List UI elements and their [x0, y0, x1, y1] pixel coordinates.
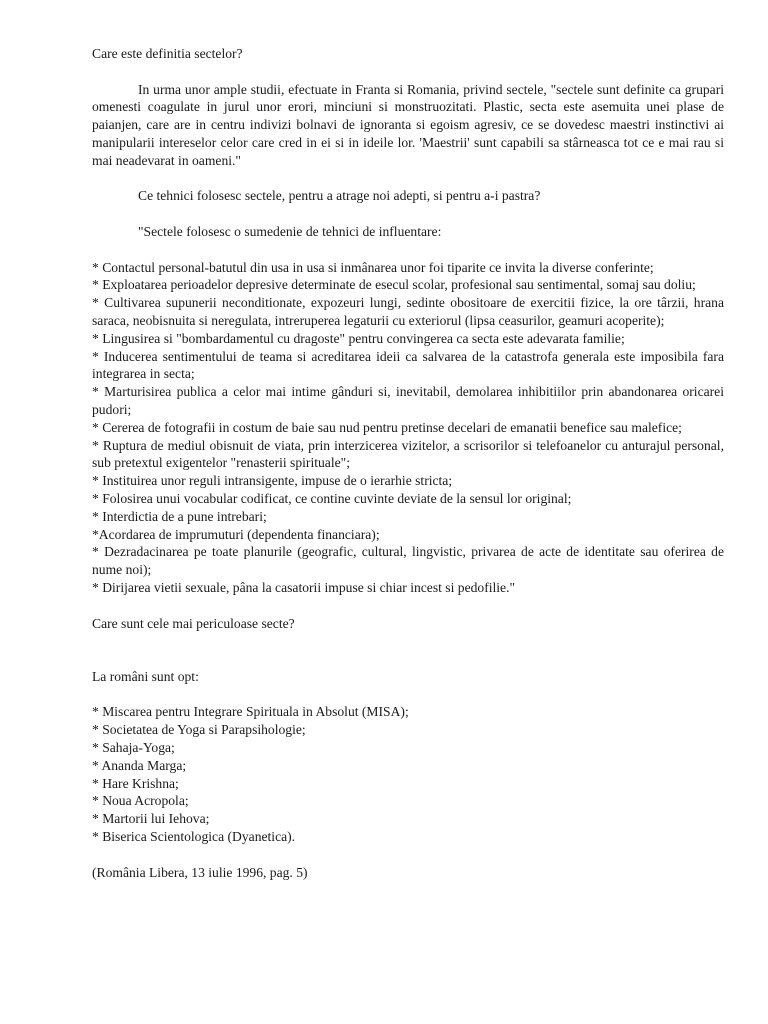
question-techniques: Ce tehnici folosesc sectele, pentru a atrage noi adepti, si pentru a-i pastra? — [138, 188, 541, 204]
question-definition: Care este definitia sectelor? — [92, 46, 243, 61]
list-item: * Marturisirea publica a celor mai intime gânduri si, inevitabil, demolarea inhibitiilor prin abandonarea oricarei pudori; — [92, 384, 724, 417]
list-item: * Exploatarea perioadelor depresive determinate de esecul scolar, profesional sau sentimental, somaj sau doliu; — [92, 277, 696, 293]
list-item: * Societatea de Yoga si Parapsihologie; — [92, 722, 306, 738]
list-item: * Dezradacinarea pe toate planurile (geografic, cultural, lingvistic, privarea de acte de identitate sau oferirea de nume noi); — [92, 544, 724, 578]
techniques-list — [92, 259, 724, 597]
list-item: * Biserica Scientologica (Dyanetica). — [92, 829, 296, 845]
list-item: *Acordarea de imprumuturi (dependenta financiara); — [92, 526, 380, 542]
list-item: * Instituirea unor reguli intransigente, impuse de o ierarhie stricta; — [92, 473, 453, 489]
source-citation: (România Libera, 13 iulie 1996, pag. 5) — [92, 864, 308, 880]
list-item: * Folosirea unui vocabular codificat, ce contine cuvinte deviate de la sensul lor original; — [92, 490, 572, 506]
list-item: * Interdictia de a pune intrebari; — [92, 508, 267, 524]
list-item: * Lingusirea si "bombardamentul cu dragoste" pentru convingerea ca secta este adevarata familie; — [92, 330, 625, 346]
sects-list — [92, 703, 724, 845]
list-item: * Dirijarea vietii sexuale, pâna la casatorii impuse si chiar incest si pedofilie." — [92, 579, 516, 595]
document-page — [92, 45, 724, 881]
list-item: * Noua Acropola; — [92, 793, 189, 809]
list-item: * Contactul personal-batutul din usa in usa si inmânarea unor foi tiparite ce invita la diverse conferinte; — [92, 259, 654, 275]
list-item: * Cererea de fotografii in costum de baie sau nud pentru pretinse decelari de emanatii benefice sau malefice; — [92, 419, 682, 435]
list-item: * Hare Krishna; — [92, 775, 179, 791]
list-item: * Ruptura de mediul obisnuit de viata, prin interzicerea vizitelor, a scrisorilor si telefoanelor cu anturajul personal, sub pretextul exigentelor "renasterii spirituale"; — [92, 437, 724, 471]
paragraph-definition: In urma unor ample studii, efectuate in Franta si Romania, privind sectele, "sectele sunt definite ca grupari omenesti coagulate in jurul unor erori, minciuni si monstruozitati. Plastic, secta este asemuita unei plase de paianjen, care are in centru indivizi bolnavi de ignoranta si egoism agresiv, ce se dovedesc maestri instinctivi ai manipularii intereselor celor care cred in ei si in ideile lor. 'Maestrii' sunt capabili sa stârneasca tot ce e mai rau si mai neadevarat in oameni." — [92, 81, 724, 168]
list-item: * Martorii lui Iehova; — [92, 811, 210, 827]
question-dangerous-sects: Care sunt cele mai periculoase secte? — [92, 615, 295, 631]
sects-intro: La români sunt opt: — [92, 668, 199, 684]
list-item: * Cultivarea supunerii neconditionate, expozeuri lungi, sedinte obositoare de exercitii fizice, la ore târzii, hrana saraca, neobisnuita si neregulata, intreruperea legaturii cu exteriorul (lipsa ceasurilor, geamuri acoperite); — [92, 295, 724, 328]
list-item: * Inducerea sentimentului de teama si acreditarea ideii ca salvarea de la catastrofa generala este imposibila fara integrarea in secta; — [92, 348, 724, 382]
list-item: * Miscarea pentru Integrare Spirituala in Absolut (MISA); — [92, 704, 409, 720]
techniques-intro: "Sectele folosesc o sumedenie de tehnici de influentare: — [138, 223, 442, 239]
list-item: * Ananda Marga; — [92, 757, 187, 773]
list-item: * Sahaja-Yoga; — [92, 740, 175, 756]
